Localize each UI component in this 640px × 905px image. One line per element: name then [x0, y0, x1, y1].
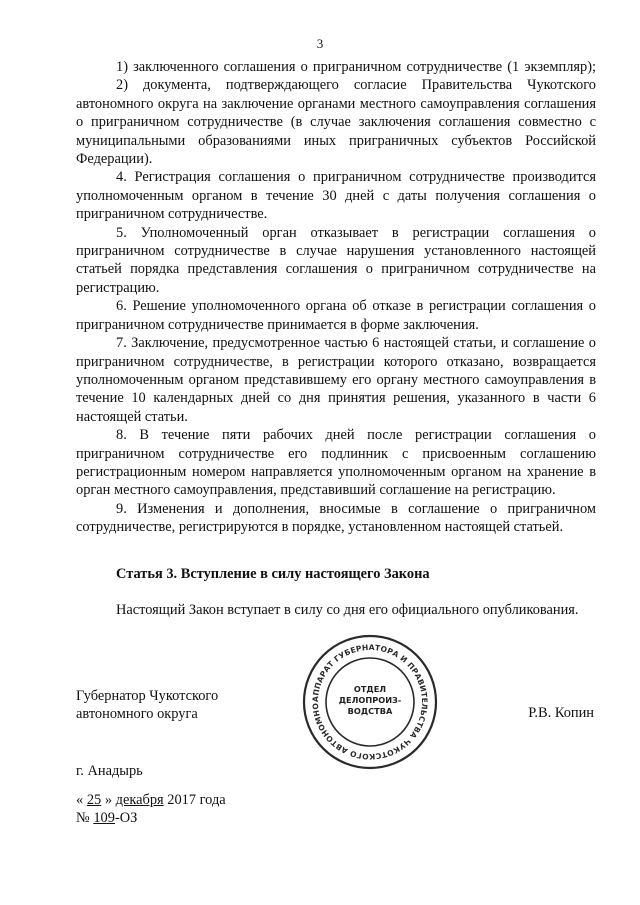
signatory-title-line2: автономного округа	[76, 706, 198, 723]
paragraph-point-5: 5. Уполномоченный орган отказывает в регистрации соглашения о приграничном сотрудничестве в случае нарушения установленного настоящей статьей порядка представления соглашения о приграничном сотрудничестве на регистрацию.	[76, 224, 596, 296]
city: г. Анадырь	[76, 763, 143, 779]
law-date-block	[76, 791, 226, 828]
page-number: 3	[316, 36, 324, 51]
law-date	[76, 791, 226, 809]
law-number	[76, 809, 226, 827]
document-body	[76, 58, 596, 537]
date-close-quote: »	[104, 792, 113, 808]
stamp-line-2: ДЕЛОПРОИЗ-	[338, 695, 402, 705]
stamp-line-3: ВОДСТВА	[347, 706, 393, 716]
signatory-title	[76, 687, 218, 724]
signatory-name: Р.В. Копин	[528, 705, 594, 721]
date-year: 2017 года	[167, 792, 226, 808]
paragraph-point-4: 4. Регистрация соглашения о приграничном сотрудничестве производится уполномоченным органом в течение 30 дней с даты получения соглашения о приграничном сотрудничестве.	[76, 169, 596, 223]
signatory-title-line1: Губернатор Чукотского	[76, 688, 219, 704]
date-day: 25	[86, 792, 102, 808]
number-prefix: №	[76, 810, 90, 827]
date-open-quote: «	[76, 792, 84, 808]
number-suffix: -ОЗ	[114, 810, 138, 827]
number-value: 109	[93, 810, 115, 827]
paragraph-point-8: 8. В течение пяти рабочих дней после регистрации соглашения о приграничном сотрудничестве его подлинник с присвоенным соглашению регистрационным номером направляется уполномоченным органом на хранение в орган местного самоуправления, представивший соглашение на регистрацию.	[76, 427, 596, 499]
paragraph-item-2: 2) документа, подтверждающего согласие Правительства Чукотского автономного округа на заключение органами местного самоуправления соглашения о приграничном сотрудничестве (в случае заключения соглашения совместно с муниципальными образованиями иных приграничных субъектов Российской Федерации).	[76, 77, 596, 168]
article-heading: Статья 3. Вступление в силу настоящего Закона	[116, 566, 430, 582]
stamp-line-1: ОТДЕЛ	[353, 684, 387, 694]
paragraph-item-1: 1) заключенного соглашения о приграничном сотрудничестве (1 экземпляр);	[116, 59, 596, 75]
final-paragraph: Настоящий Закон вступает в силу со дня его официального опубликования.	[116, 602, 579, 618]
stamp-ring-text: АППАРАТ ГУБЕРНАТОРА И ПРАВИТЕЛЬСТВА ЧУКОТСКОГО АВТОНОМНО	[310, 642, 430, 762]
paragraph-point-6: 6. Решение уполномоченного органа об отказе в регистрации соглашения о приграничном сотрудничестве принимается в форме заключения.	[76, 298, 596, 333]
final-clause	[76, 601, 596, 619]
official-stamp	[300, 632, 440, 772]
paragraph-point-7: 7. Заключение, предусмотренное частью 6 настоящей статьи, и соглашение о приграничном сотрудничестве, в регистрации которого отказано, возвращается уполномоченным органом представившему его органу местного самоуправления в течение 10 календарных дней со дня принятия решения, указанного в части 6 настоящей статьи.	[76, 335, 596, 425]
stamp-center-text	[338, 684, 402, 717]
paragraph-point-9: 9. Изменения и дополнения, вносимые в соглашение о приграничном сотрудничестве, регистрируются в порядке, установленном настоящей статьей.	[76, 500, 596, 536]
date-month: декабря	[115, 792, 164, 808]
